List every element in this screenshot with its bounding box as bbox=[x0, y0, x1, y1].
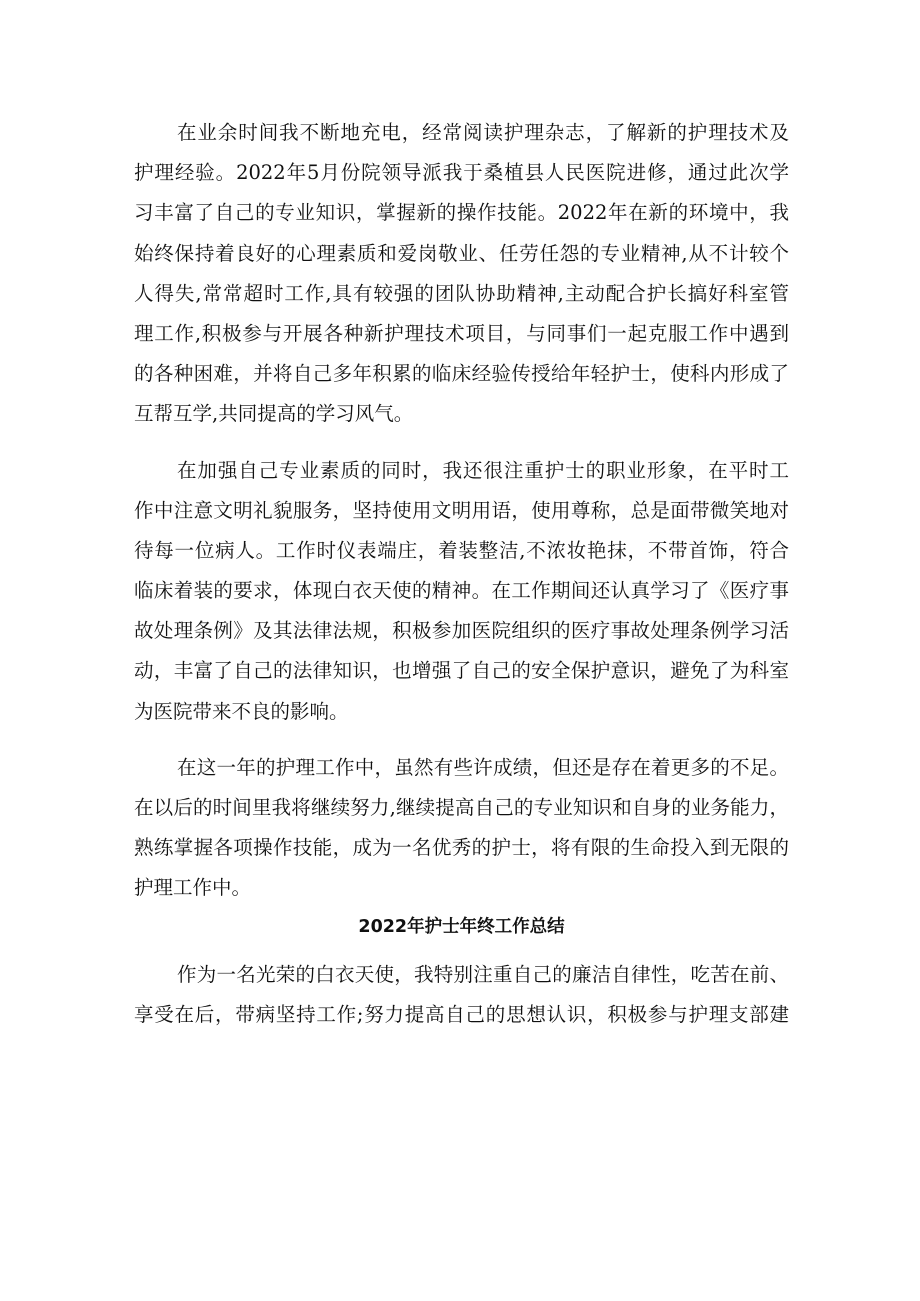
section-heading: 2022年护士年终工作总结 bbox=[358, 916, 565, 937]
paragraph-shortcomings bbox=[134, 748, 789, 909]
text-line: 护理经验。2022年5月份院领导派我于桑植县人民医院进修，通过此次学 bbox=[134, 161, 789, 185]
text-line: 的各种困难，并将自己多年积累的临床经验传授给年轻护士，使科内形成了 bbox=[134, 362, 789, 386]
text-line: 故处理条例》及其法律法规，积极参加医院组织的医疗事故处理条例学习活 bbox=[134, 619, 789, 643]
text-line: 习丰富了自己的专业知识，掌握新的操作技能。2022年在新的环境中，我 bbox=[134, 201, 789, 225]
text-line: 动，丰富了自己的法律知识，也增强了自己的安全保护意识，避免了为科室 bbox=[134, 659, 789, 683]
text-line: 在这一年的护理工作中，虽然有些许成绩，但还是存在着更多的不足。 bbox=[177, 755, 789, 779]
text-line: 人得失,常常超时工作,具有较强的团队协助精神,主动配合护长搞好科室管 bbox=[134, 281, 789, 305]
text-line: 在业余时间我不断地充电，经常阅读护理杂志，了解新的护理技术及 bbox=[177, 121, 789, 144]
text-line: 护理工作中。 bbox=[134, 876, 252, 900]
text-line: 作中注意文明礼貌服务，坚持使用文明用语，使用尊称，总是面带微笑地对 bbox=[134, 498, 789, 522]
text-line: 在加强自己专业素质的同时，我还很注重护士的职业形象，在平时工 bbox=[177, 458, 789, 482]
text-line: 为医院带来不良的影响。 bbox=[134, 699, 349, 723]
document-body bbox=[134, 113, 789, 1035]
text-line: 理工作,积极参与开展各种新护理技术项目，与同事们一起克服工作中遇到 bbox=[134, 321, 789, 345]
text-line: 作为一名光荣的白衣天使，我特别注重自己的廉洁自律性，吃苦在前、 bbox=[177, 962, 789, 986]
text-line: 临床着装的要求，体现白衣天使的精神。在工作期间还认真学习了《医疗事 bbox=[134, 579, 789, 603]
text-line: 享受在后，带病坚持工作;努力提高自己的思想认识，积极参与护理支部建 bbox=[134, 1002, 789, 1026]
text-line: 熟练掌握各项操作技能，成为一名优秀的护士，将有限的生命投入到无限的 bbox=[134, 836, 789, 860]
paragraph-integrity bbox=[134, 955, 789, 1035]
text-line: 始终保持着良好的心理素质和爱岗敬业、任劳任怨的专业精神,从不计较个 bbox=[134, 241, 789, 265]
text-line: 互帮互学,共同提高的学习风气。 bbox=[134, 402, 414, 426]
paragraph-self-study bbox=[134, 113, 789, 435]
text-line: 在以后的时间里我将继续努力,继续提高自己的专业知识和自身的业务能力， bbox=[134, 796, 789, 819]
text-line: 待每一位病人。工作时仪表端庄，着装整洁,不浓妆艳抹，不带首饰，符合 bbox=[134, 538, 789, 562]
paragraph-professional-image bbox=[134, 451, 789, 732]
